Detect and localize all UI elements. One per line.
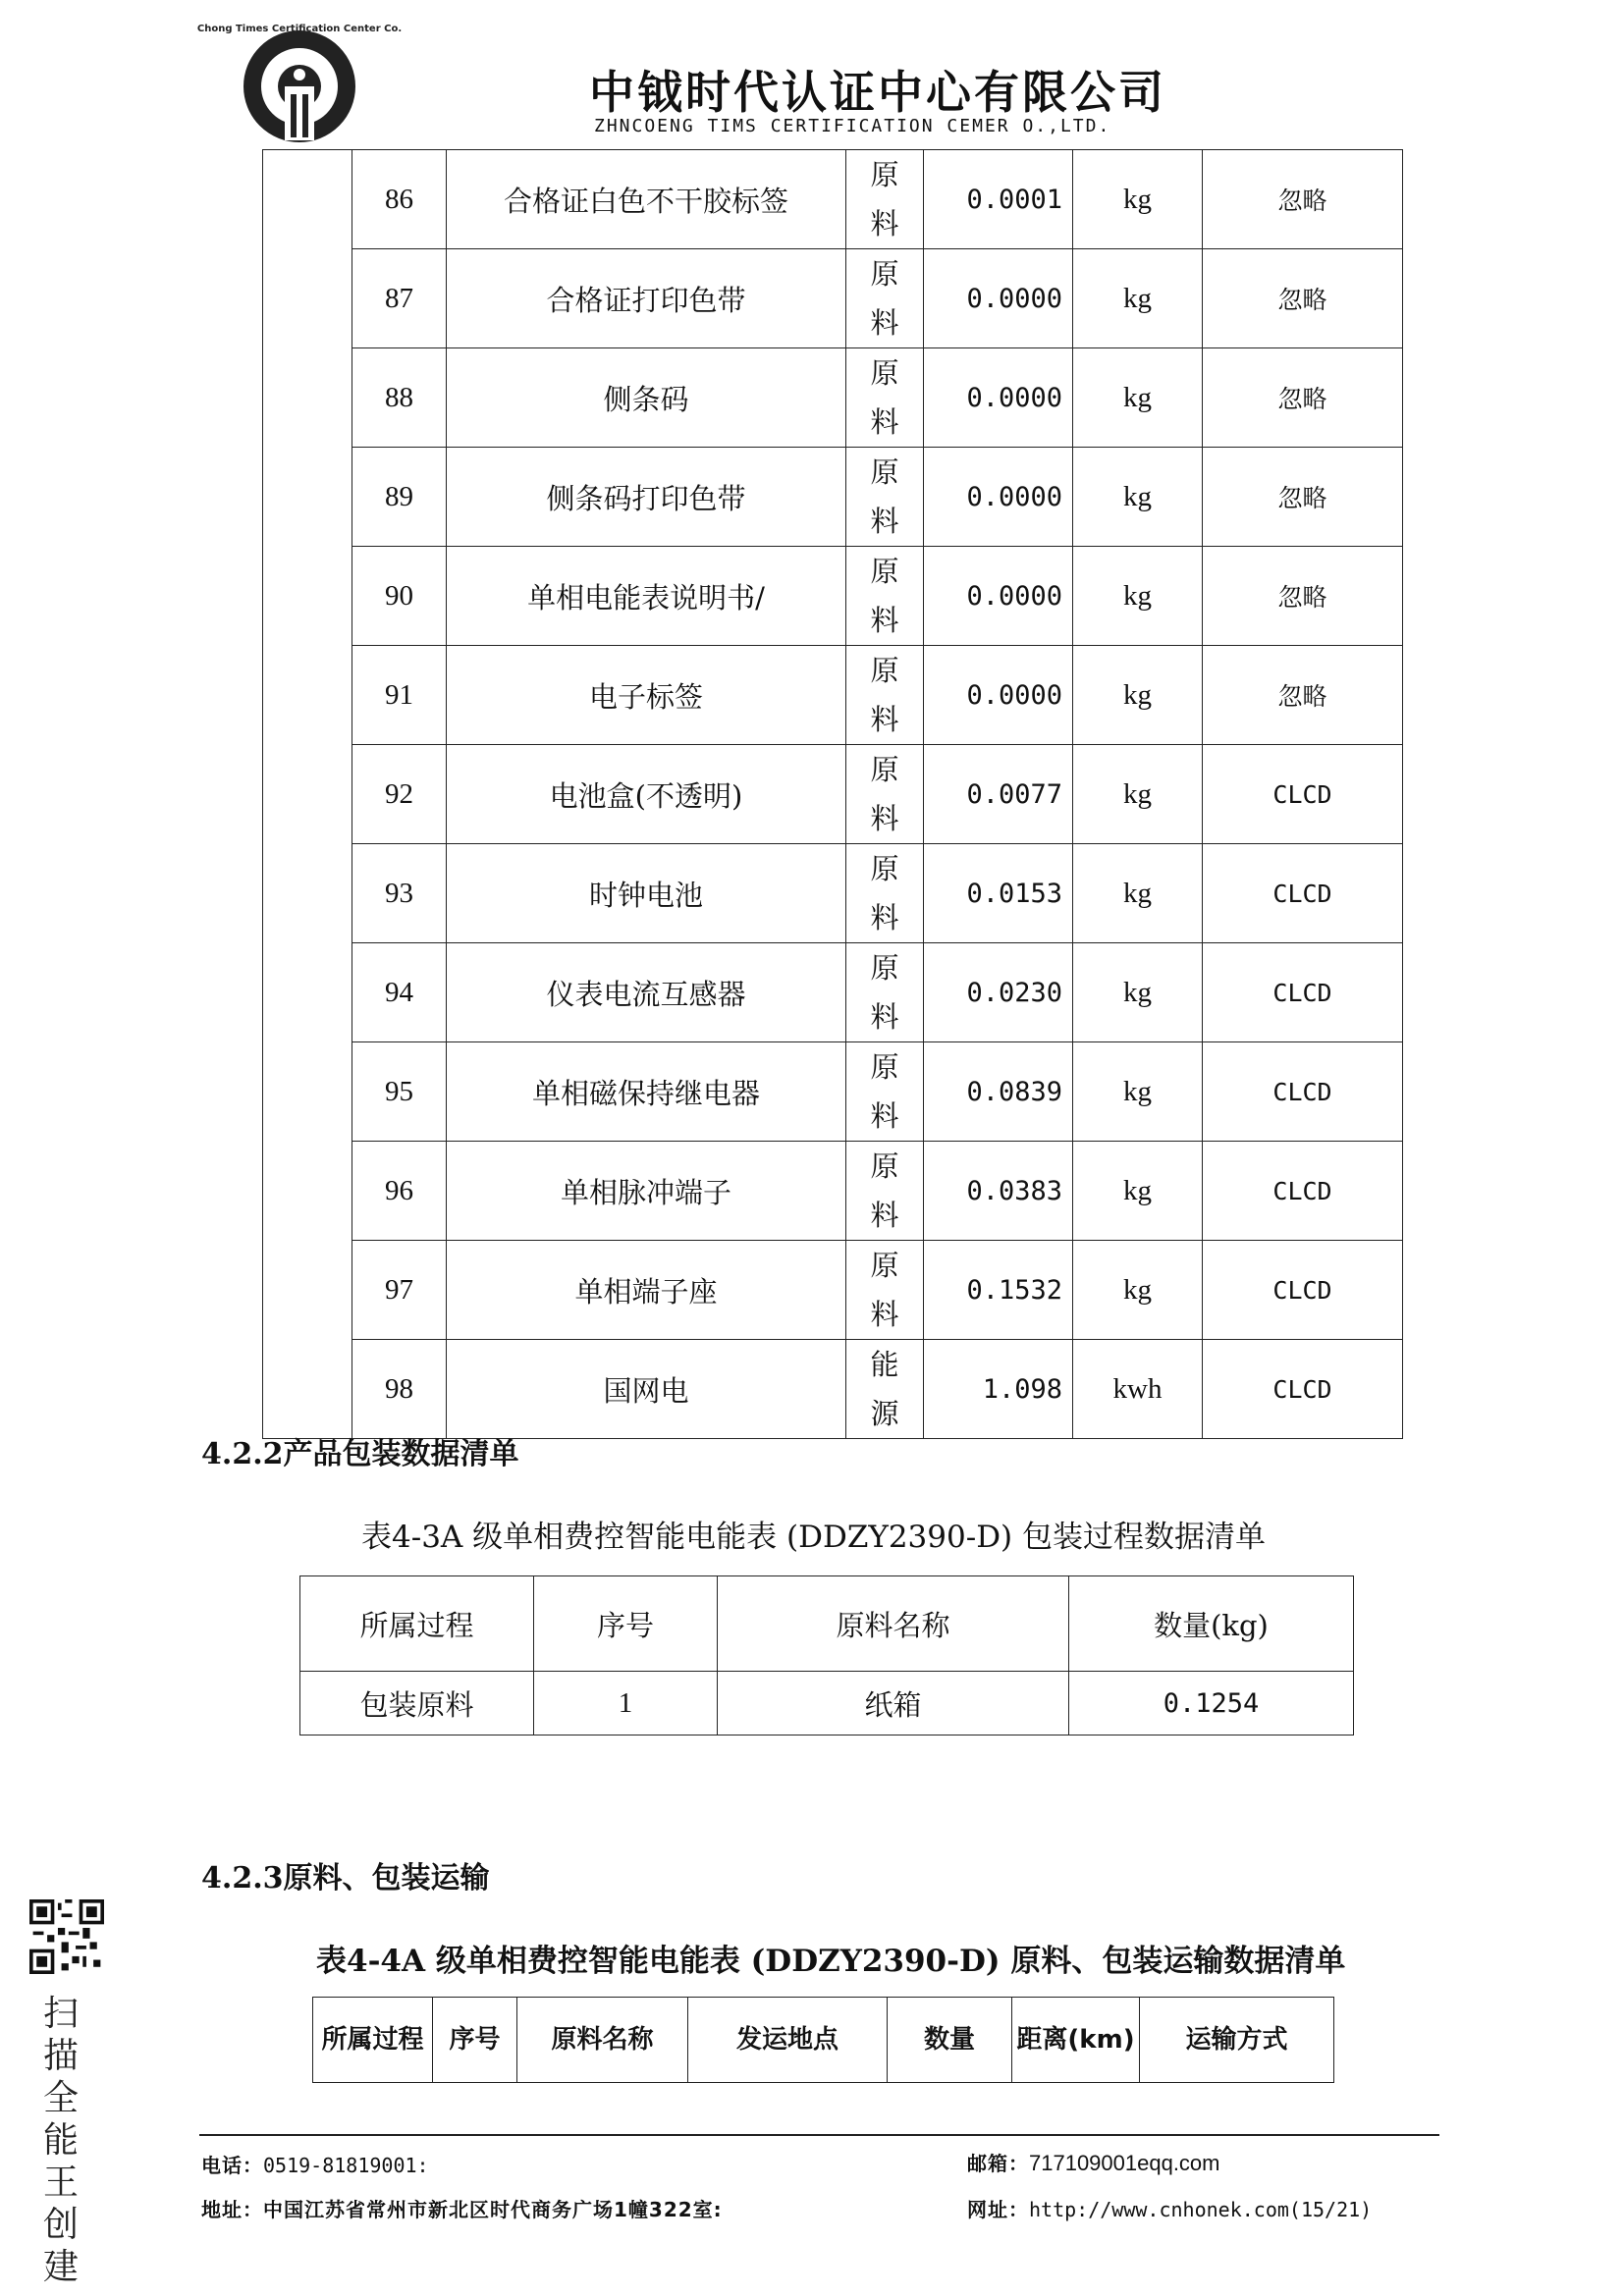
row-note: 忽略	[1203, 249, 1403, 348]
email-label: 邮箱：	[967, 2152, 1029, 2175]
row-material-name: 单相端子座	[447, 1241, 846, 1340]
row-unit: kg	[1073, 249, 1203, 348]
row-material-name: 侧条码	[447, 348, 846, 448]
packaging-header-cell: 所属过程	[300, 1576, 534, 1672]
row-quantity: 0.0000	[924, 547, 1073, 646]
row-index: 95	[352, 1042, 447, 1142]
transport-table	[312, 1997, 1334, 2083]
row-unit: kg	[1073, 348, 1203, 448]
row-quantity: 0.0839	[924, 1042, 1073, 1142]
row-quantity: 1.098	[924, 1340, 1073, 1439]
table-row	[263, 646, 1403, 745]
packaging-cell-process: 包装原料	[300, 1672, 534, 1735]
row-quantity: 0.0000	[924, 646, 1073, 745]
table-row	[263, 1241, 1403, 1340]
footer-web	[967, 2194, 1372, 2222]
row-quantity: 0.0001	[924, 150, 1073, 249]
row-material-name: 电子标签	[447, 646, 846, 745]
material-table	[262, 149, 1403, 1439]
scanner-watermark-text: 扫描全能王创建	[42, 1994, 79, 2287]
row-material-name: 电池盒(不透明)	[447, 745, 846, 844]
packaging-cell-material: 纸箱	[718, 1672, 1069, 1735]
transport-header-cell: 运输方式	[1140, 1998, 1334, 2083]
row-unit: kg	[1073, 745, 1203, 844]
row-note: CLCD	[1203, 943, 1403, 1042]
row-quantity: 0.0077	[924, 745, 1073, 844]
row-material-type: 能 源	[846, 1340, 924, 1439]
table-row	[263, 448, 1403, 547]
transport-section-heading: 4.2.3原料、包装运输	[201, 1861, 490, 1896]
packaging-cell-quantity: 0.1254	[1069, 1672, 1354, 1735]
packaging-header-row	[300, 1576, 1354, 1672]
transport-header-cell: 距离(km)	[1012, 1998, 1140, 2083]
row-unit: kwh	[1073, 1340, 1203, 1439]
row-material-name: 侧条码打印色带	[447, 448, 846, 547]
row-note: 忽略	[1203, 348, 1403, 448]
row-index: 97	[352, 1241, 447, 1340]
packaging-table-caption: 表4-3A 级单相费控智能电能表 (DDZY2390-D) 包装过程数据清单	[361, 1520, 1266, 1555]
qr-code-icon	[29, 1899, 104, 1974]
transport-header-cell: 原料名称	[517, 1998, 688, 2083]
row-note: 忽略	[1203, 150, 1403, 249]
row-unit: kg	[1073, 1142, 1203, 1241]
row-material-type: 原 料	[846, 745, 924, 844]
phone-value: 0519-81819001:	[263, 2154, 429, 2177]
row-material-type: 原 料	[846, 1241, 924, 1340]
logo-ring-text: Chong Times Certification Center Co.	[196, 24, 403, 34]
row-index: 87	[352, 249, 447, 348]
footer-email	[967, 2148, 1220, 2176]
row-quantity: 0.0000	[924, 348, 1073, 448]
company-name-en: ZHNCOENG TIMS CERTIFICATION CEMER O.,LTD.	[594, 116, 1111, 136]
row-material-name: 单相脉冲端子	[447, 1142, 846, 1241]
row-index: 88	[352, 348, 447, 448]
row-note: CLCD	[1203, 1241, 1403, 1340]
table-row	[263, 348, 1403, 448]
table-row	[263, 547, 1403, 646]
row-index: 98	[352, 1340, 447, 1439]
table-row	[263, 745, 1403, 844]
table-row	[263, 1042, 1403, 1142]
row-quantity: 0.0000	[924, 448, 1073, 547]
row-note: CLCD	[1203, 1340, 1403, 1439]
row-index: 93	[352, 844, 447, 943]
row-index: 92	[352, 745, 447, 844]
packaging-section-heading: 4.2.2产品包装数据清单	[201, 1437, 519, 1471]
row-note: CLCD	[1203, 844, 1403, 943]
row-material-name: 合格证打印色带	[447, 249, 846, 348]
row-material-type: 原 料	[846, 348, 924, 448]
row-unit: kg	[1073, 1042, 1203, 1142]
row-material-name: 仪表电流互感器	[447, 943, 846, 1042]
row-index: 89	[352, 448, 447, 547]
table-row	[300, 1672, 1354, 1735]
row-unit: kg	[1073, 844, 1203, 943]
row-material-type: 原 料	[846, 943, 924, 1042]
row-material-type: 原 料	[846, 646, 924, 745]
row-unit: kg	[1073, 1241, 1203, 1340]
table-row	[263, 150, 1403, 249]
footer-divider	[199, 2134, 1439, 2136]
row-material-type: 原 料	[846, 249, 924, 348]
row-material-name: 合格证白色不干胶标签	[447, 150, 846, 249]
row-index: 86	[352, 150, 447, 249]
row-unit: kg	[1073, 448, 1203, 547]
row-material-name: 国网电	[447, 1340, 846, 1439]
packaging-cell-index: 1	[534, 1672, 718, 1735]
row-note: 忽略	[1203, 547, 1403, 646]
row-note: CLCD	[1203, 1042, 1403, 1142]
table-row	[263, 249, 1403, 348]
row-quantity: 0.0383	[924, 1142, 1073, 1241]
row-material-name: 时钟电池	[447, 844, 846, 943]
row-note: CLCD	[1203, 745, 1403, 844]
row-unit: kg	[1073, 646, 1203, 745]
row-unit: kg	[1073, 547, 1203, 646]
row-material-type: 原 料	[846, 547, 924, 646]
row-material-name: 单相磁保持继电器	[447, 1042, 846, 1142]
row-note: 忽略	[1203, 646, 1403, 745]
table-row	[263, 1142, 1403, 1241]
row-material-type: 原 料	[846, 150, 924, 249]
transport-header-cell: 所属过程	[313, 1998, 433, 2083]
row-material-type: 原 料	[846, 1142, 924, 1241]
row-index: 96	[352, 1142, 447, 1241]
footer-phone	[201, 2150, 429, 2178]
phone-label: 电话：	[201, 2154, 263, 2177]
row-material-type: 原 料	[846, 1042, 924, 1142]
address-label: 地址：	[201, 2198, 263, 2221]
packaging-header-cell: 数量(kg)	[1069, 1576, 1354, 1672]
transport-table-caption: 表4-4A 级单相费控智能电能表 (DDZY2390-D) 原料、包装运输数据清单	[316, 1944, 1346, 1979]
table-row	[263, 943, 1403, 1042]
table-row	[263, 844, 1403, 943]
address-value: 中国江苏省常州市新北区时代商务广场1幢322室:	[263, 2198, 723, 2221]
row-note: 忽略	[1203, 448, 1403, 547]
web-label: 网址：	[967, 2198, 1029, 2221]
row-quantity: 0.0153	[924, 844, 1073, 943]
row-quantity: 0.0000	[924, 249, 1073, 348]
packaging-header-cell: 原料名称	[718, 1576, 1069, 1672]
footer-address	[201, 2194, 723, 2222]
packaging-header-cell: 序号	[534, 1576, 718, 1672]
row-index: 94	[352, 943, 447, 1042]
row-material-name: 单相电能表说明书/	[447, 547, 846, 646]
row-quantity: 0.1532	[924, 1241, 1073, 1340]
transport-header-cell: 序号	[433, 1998, 517, 2083]
transport-header-cell: 数量	[888, 1998, 1012, 2083]
web-value: http://www.cnhonek.com(15/21)	[1029, 2198, 1373, 2221]
packaging-table	[299, 1575, 1354, 1735]
row-note: CLCD	[1203, 1142, 1403, 1241]
transport-header-cell: 发运地点	[688, 1998, 888, 2083]
table-row	[263, 1340, 1403, 1439]
company-name-cn: 中钺时代认证中心有限公司	[589, 66, 1166, 119]
row-quantity: 0.0230	[924, 943, 1073, 1042]
row-unit: kg	[1073, 150, 1203, 249]
transport-header-row	[313, 1998, 1334, 2083]
row-unit: kg	[1073, 943, 1203, 1042]
row-index: 90	[352, 547, 447, 646]
company-logo	[196, 18, 403, 149]
row-material-type: 原 料	[846, 448, 924, 547]
row-index: 91	[352, 646, 447, 745]
row-material-type: 原 料	[846, 844, 924, 943]
blank-group-cell	[263, 150, 352, 1439]
email-value: 717109001eqq.com	[1029, 2151, 1220, 2175]
